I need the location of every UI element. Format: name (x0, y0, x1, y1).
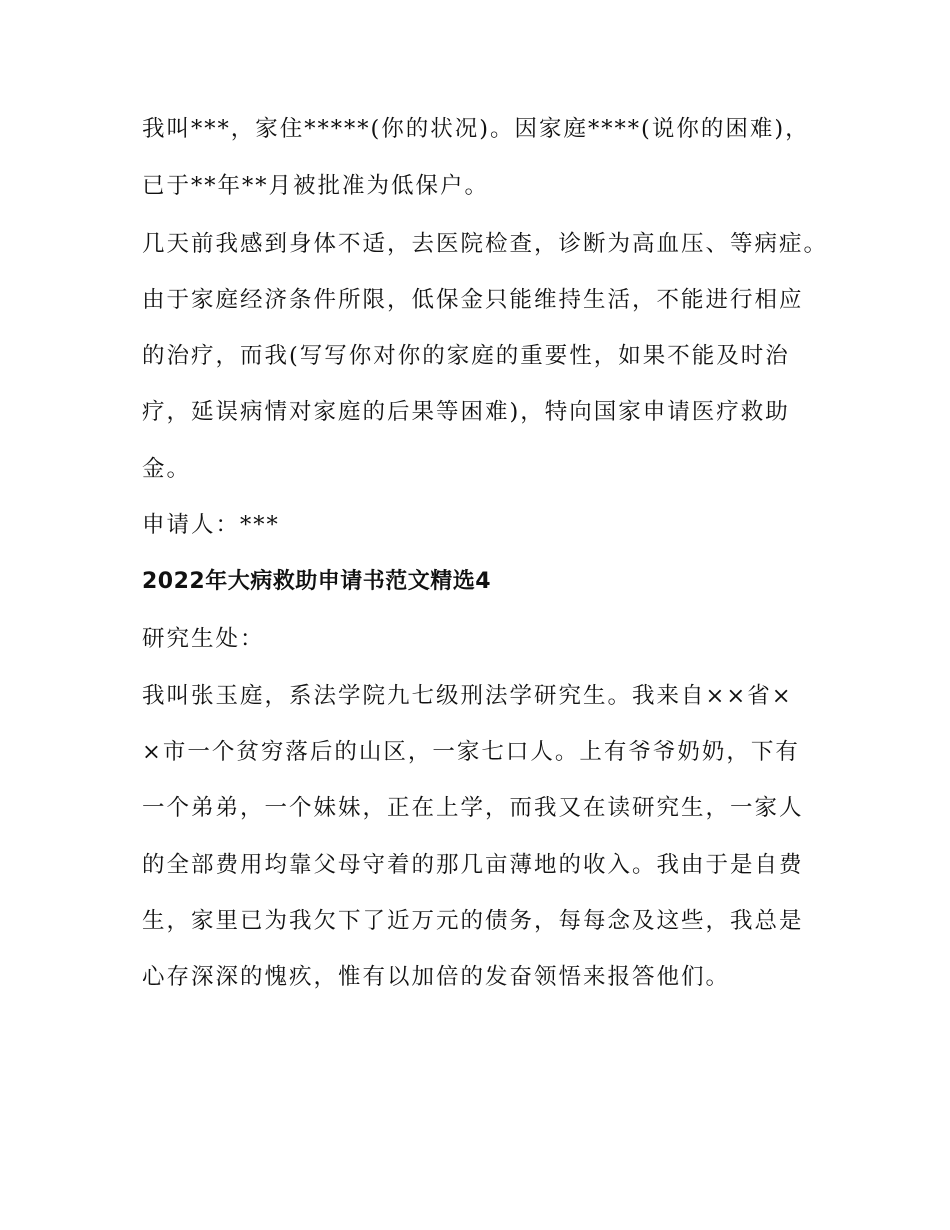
body-line: 的全部费用均靠父母守着的那几亩薄地的收入。我由于是自费 (142, 852, 804, 878)
body-line: ×市一个贫穷落后的山区，一家七口人。上有爷爷奶奶，下有 (142, 739, 800, 765)
body-line: 我叫***，家住*****(你的状况)。因家庭****(说你的困难)， (142, 116, 810, 142)
body-line: 已于**年**月被批准为低保户。 (142, 173, 490, 199)
body-line: 生，家里已为我欠下了近万元的债务，每每念及这些，我总是 (142, 908, 804, 934)
body-line: 一个弟弟，一个妹妹，正在上学，而我又在读研究生，一家人 (142, 795, 804, 821)
section-heading: 2022年大病救助申请书范文精选4 (142, 569, 492, 594)
body-line: 的治疗，而我(写写你对你的家庭的重要性，如果不能及时治 (142, 343, 790, 369)
body-line: 心存深深的愧疚，惟有以加倍的发奋领悟来报答他们。 (142, 964, 731, 990)
body-line: 我叫张玉庭，系法学院九七级刑法学研究生。我来自××省× (142, 683, 793, 709)
body-line: 几天前我感到身体不适，去医院检查，诊断为高血压、等病症。 (142, 231, 829, 257)
applicant-signature-line: 申请人：*** (142, 512, 280, 538)
body-line: 疗，延误病情对家庭的后果等困难)，特向国家申请医疗救助 (142, 399, 790, 425)
body-line: 由于家庭经济条件所限，低保金只能维持生活，不能进行相应 (142, 287, 804, 313)
body-line: 金。 (142, 456, 192, 482)
salutation-line: 研究生处： (142, 626, 265, 652)
